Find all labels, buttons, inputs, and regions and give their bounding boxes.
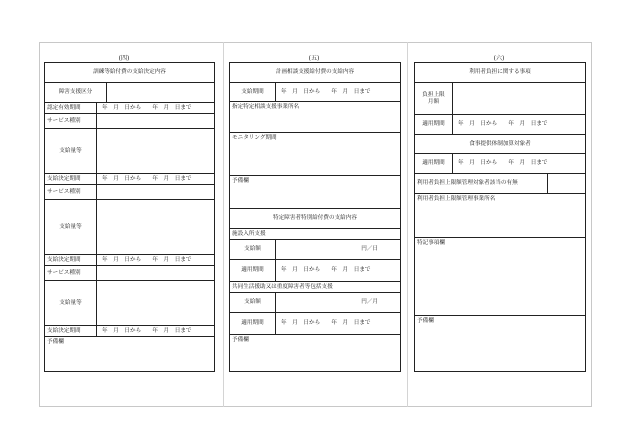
amount-label-1: 支給量等	[45, 129, 97, 173]
facility-per-day[interactable]: 円／日	[361, 246, 378, 253]
facility-apply-label: 適用期間	[230, 260, 276, 281]
notes-label: 特記事項欄	[417, 240, 445, 246]
facility-amount-label: 支給額	[230, 240, 276, 259]
disability-class-label: 障害支援区分	[45, 83, 107, 102]
cert-period-label: 認定有効期間	[45, 103, 97, 113]
panel6-table	[414, 62, 586, 372]
provider-row	[230, 102, 400, 133]
cert-period-row	[45, 103, 214, 114]
panel4-title: 訓練等給付費の支給決定内容	[93, 69, 166, 76]
facility-label: 施設入所支援	[232, 230, 266, 237]
meal-apply-row	[415, 154, 585, 174]
service-type-value-2[interactable]	[97, 185, 214, 199]
special-title-row	[230, 209, 400, 229]
facility-row	[230, 229, 400, 240]
panel5-title-row	[230, 63, 400, 83]
meal-apply-label: 適用期間	[415, 154, 453, 173]
group-home-apply-dates: 年 月 日から 年 月 日まで	[281, 320, 371, 327]
cap-apply-label: 適用期間	[415, 115, 453, 134]
amount-label-3: 支給量等	[45, 281, 97, 325]
group-home-amount-row	[230, 293, 400, 313]
service-type-value-1[interactable]	[97, 114, 214, 128]
decision-period-dates-2: 年 月 日から 年 月 日まで	[102, 256, 192, 263]
mgmt-office-row	[415, 194, 585, 238]
panel4-number: (四)	[118, 55, 130, 62]
decision-period-dates-3: 年 月 日から 年 月 日まで	[102, 327, 192, 334]
panel5-title: 計画相談支援給付費の支給内容	[275, 69, 355, 76]
group-home-apply-row	[230, 313, 400, 335]
amount-row-3	[45, 281, 214, 326]
amount-value-2[interactable]	[97, 200, 214, 254]
group-home-per-month[interactable]: 円／月	[361, 299, 378, 306]
amount-value-3[interactable]	[97, 281, 214, 325]
notes-row	[415, 238, 585, 316]
cap-value[interactable]	[453, 83, 585, 114]
panel6-number: (六)	[493, 55, 505, 62]
amount-row-2	[45, 200, 214, 255]
panel5-remarks2: 予備欄	[232, 337, 249, 343]
panel6-title-row	[415, 63, 585, 83]
group-home-label: 共同生活援助又は重度障害者等包括支援	[232, 283, 333, 290]
monitoring-row	[230, 133, 400, 176]
disability-class-row	[45, 83, 214, 103]
fold-line-1	[223, 42, 224, 407]
provider-label: 指定特定相談支援事業所名	[232, 104, 300, 110]
cert-period-dates: 年 月 日から 年 月 日まで	[102, 104, 192, 111]
panel5-remarks-row	[230, 176, 400, 209]
facility-apply-row	[230, 260, 400, 282]
panel5-period-row	[230, 83, 400, 102]
facility-apply-dates: 年 月 日から 年 月 日まで	[281, 267, 371, 274]
panel5-table	[229, 62, 401, 372]
panel4-remarks: 予備欄	[47, 339, 64, 345]
mgmt-target-label: 利用者負担上限額管理対象者該当の有無	[415, 174, 548, 193]
mgmt-target-value[interactable]	[548, 174, 585, 193]
amount-label-2: 支給量等	[45, 200, 97, 254]
service-type-row-3	[45, 266, 214, 281]
amount-value-1[interactable]	[97, 129, 214, 173]
service-type-row-1	[45, 114, 214, 129]
facility-amount-row	[230, 240, 400, 260]
decision-period-row-2	[45, 255, 214, 266]
panel4-remarks-row	[45, 337, 214, 371]
cap-label: 負担上限 月額	[415, 83, 453, 114]
decision-period-row-1	[45, 174, 214, 185]
panel5-period-label: 支給期間	[230, 83, 276, 101]
panel5-period-dates: 年 月 日から 年 月 日まで	[281, 88, 371, 95]
meal-apply-dates: 年 月 日から 年 月 日まで	[458, 160, 548, 167]
decision-period-dates-1: 年 月 日から 年 月 日まで	[102, 175, 192, 182]
decision-period-label-3: 支給決定期間	[45, 326, 97, 336]
panel6-remarks: 予備欄	[417, 318, 434, 324]
fold-line-2	[407, 42, 408, 407]
panel6-title: 利用者負担に関する事項	[469, 69, 531, 76]
monitoring-label: モニタリング期間	[232, 135, 277, 141]
panel5-remarks: 予備欄	[232, 178, 249, 184]
mgmt-office-label: 利用者負担上限額管理事業所名	[417, 196, 496, 202]
panel4-title-row	[45, 63, 214, 83]
mgmt-target-row	[415, 174, 585, 194]
service-type-value-3[interactable]	[97, 266, 214, 280]
cap-apply-dates: 年 月 日から 年 月 日まで	[458, 121, 548, 128]
meal-label: 食事提供体制加算対象者	[469, 140, 531, 147]
group-home-amount-label: 支給額	[230, 293, 276, 312]
group-home-row	[230, 282, 400, 293]
cap-apply-row	[415, 115, 585, 135]
meal-row	[415, 135, 585, 154]
decision-period-row-3	[45, 326, 214, 337]
service-type-label-1: サービス種別	[45, 114, 97, 128]
amount-row-1	[45, 129, 214, 174]
cap-row	[415, 83, 585, 115]
group-home-apply-label: 適用期間	[230, 313, 276, 334]
disability-class-value[interactable]	[107, 83, 214, 102]
panel5-number: (五)	[308, 55, 320, 62]
panel5-remarks2-row	[230, 335, 400, 371]
service-type-label-2: サービス種別	[45, 185, 97, 199]
panel6-remarks-row	[415, 316, 585, 371]
service-type-row-2	[45, 185, 214, 200]
decision-period-label-2: 支給決定期間	[45, 255, 97, 265]
decision-period-label-1: 支給決定期間	[45, 174, 97, 184]
service-type-label-3: サービス種別	[45, 266, 97, 280]
panel4-table	[44, 62, 215, 372]
special-title: 特定障害者特別給付費の支給内容	[273, 215, 357, 222]
